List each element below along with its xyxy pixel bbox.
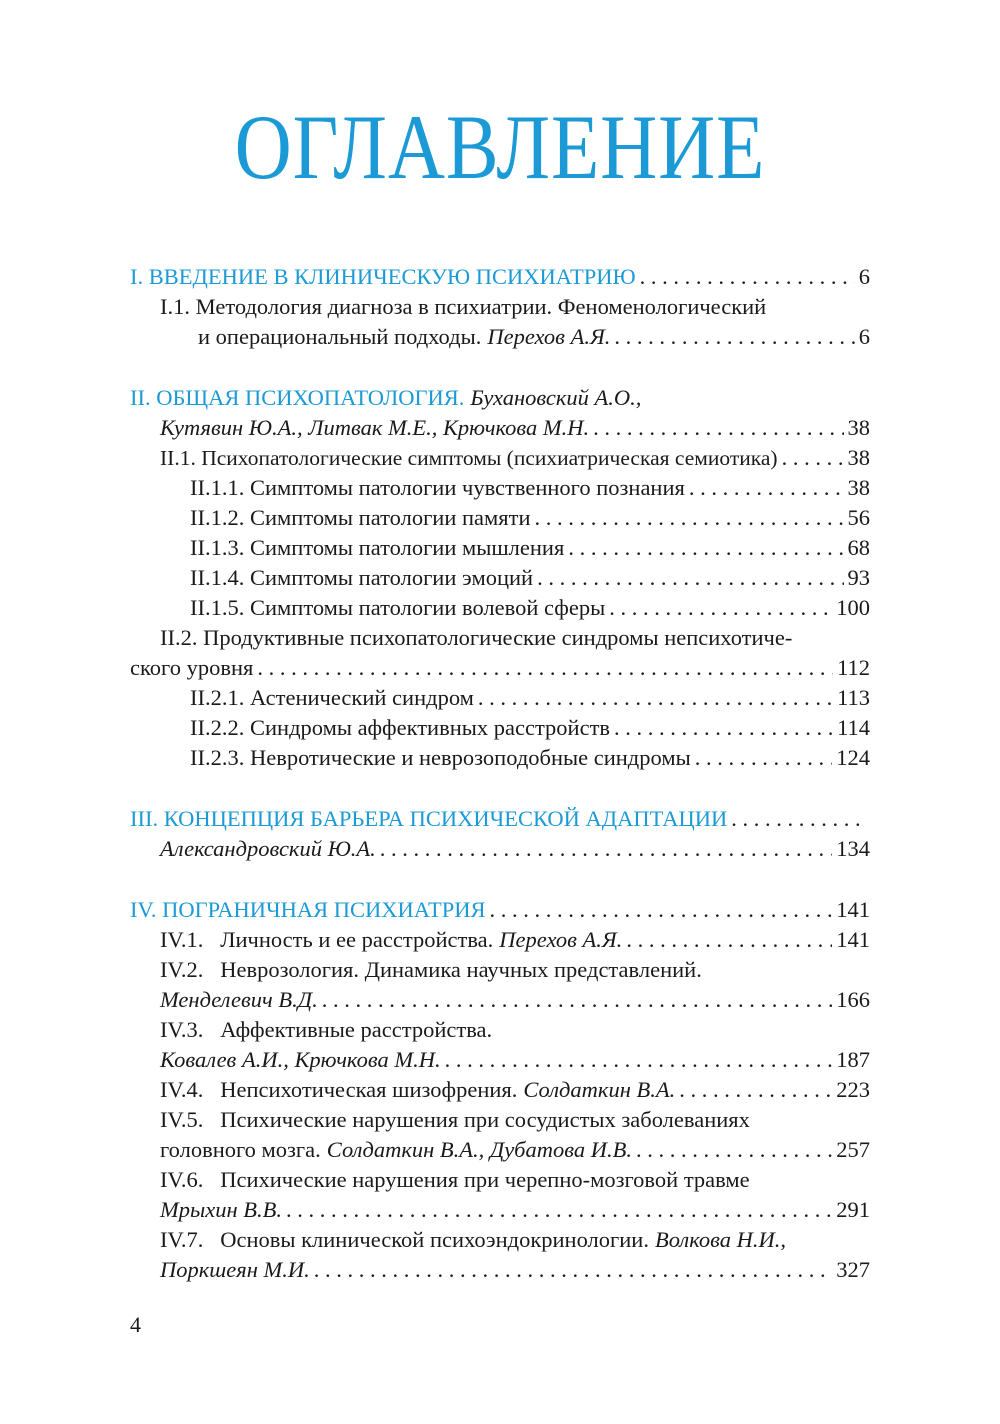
toc-page: 327	[836, 1257, 870, 1282]
section-gap	[130, 773, 870, 804]
toc-page: 56	[847, 505, 870, 530]
toc-entry-4-1[interactable]	[130, 925, 870, 955]
toc-heading: II. ОБЩАЯ ПСИХОПАТОЛОГИЯ.	[130, 385, 465, 410]
page-number: 4	[130, 1312, 141, 1337]
toc-entry-2-1-4[interactable]	[130, 563, 870, 593]
toc-entry-author: Бухановский А.О.,	[470, 385, 642, 410]
toc-entry-4-5-cont[interactable]	[130, 1135, 870, 1165]
toc-entry-2-1[interactable]	[130, 443, 870, 473]
leader-dots	[286, 1195, 832, 1225]
leader-dots	[782, 443, 844, 473]
table-of-contents	[130, 262, 870, 1285]
toc-entry-section-2-authors[interactable]	[130, 413, 870, 443]
toc-page: 6	[858, 264, 870, 289]
toc-entry-title: II.1.5. Симптомы патологии волевой сферы	[190, 595, 606, 620]
toc-entry-4-6-author[interactable]	[130, 1195, 870, 1225]
toc-entry-title: IV.6. Психические нарушения при черепно-мозговой травме	[160, 1167, 750, 1192]
toc-page: 112	[837, 655, 870, 680]
toc-entry-title: II.2.1. Астенический синдром	[190, 685, 474, 710]
toc-entry-2-2[interactable]	[130, 623, 870, 653]
toc-page: 124	[836, 745, 870, 770]
toc-entry-title: IV.1. Личность и ее расстройства.	[160, 927, 494, 952]
toc-entry-4-3-author[interactable]	[130, 1045, 870, 1075]
toc-heading: IV. ПОГРАНИЧНАЯ ПСИХИАТРИЯ	[130, 897, 486, 922]
leader-dots	[537, 563, 843, 593]
toc-entry-title: IV.5. Психические нарушения при сосудистых заболеваниях	[160, 1107, 750, 1132]
toc-entry-title: II.1.1. Симптомы патологии чувственного познания	[190, 475, 685, 500]
toc-entry-title: II.1. Психопатологические симптомы (психиатрическая семиотика)	[160, 446, 778, 470]
toc-entry-2-2-3[interactable]	[130, 743, 870, 773]
leader-dots	[614, 322, 854, 352]
section-gap	[130, 864, 870, 895]
toc-entry-author: Ковалев А.И., Крючкова М.Н.	[160, 1047, 441, 1072]
toc-entry-author: Солдаткин В.А., Дубатова И.В.	[326, 1137, 632, 1162]
leader-dots	[490, 895, 833, 925]
toc-page: 38	[847, 475, 870, 500]
toc-heading: III. КОНЦЕПЦИЯ БАРЬЕРА ПСИХИЧЕСКОЙ АДАПТАЦИИ	[130, 806, 728, 831]
leader-dots	[695, 743, 833, 773]
toc-page: 93	[847, 565, 870, 590]
toc-entry-author: Перехов А.Я.	[499, 927, 623, 952]
leader-dots	[689, 473, 844, 503]
toc-entry-author: Мрыхин В.В.	[160, 1197, 282, 1222]
toc-entry-section-1[interactable]	[130, 262, 870, 292]
toc-entry-2-1-3[interactable]	[130, 533, 870, 563]
toc-entry-1-1-cont[interactable]	[130, 322, 870, 352]
toc-entry-title: ского уровня	[130, 655, 254, 680]
leader-dots	[478, 683, 833, 713]
toc-entry-2-2-cont[interactable]	[130, 653, 870, 683]
toc-entry-title: и операциональный подходы.	[198, 324, 482, 349]
leader-dots	[731, 804, 866, 834]
toc-entry-4-2[interactable]	[130, 955, 870, 985]
toc-page: 291	[836, 1197, 870, 1222]
toc-entry-author: Кутявин Ю.А., Литвак М.Е., Крючкова М.Н.	[160, 415, 590, 440]
toc-entry-title: II.1.2. Симптомы патологии памяти	[190, 505, 531, 530]
toc-page: 223	[836, 1077, 870, 1102]
toc-entry-author: Александровский Ю.А.	[160, 836, 376, 861]
toc-entry-title: II.2.2. Синдромы аффективных расстройств	[190, 715, 611, 740]
toc-entry-2-1-1[interactable]	[130, 473, 870, 503]
toc-entry-author: Солдаткин В.А.	[523, 1077, 676, 1102]
toc-page: 257	[836, 1137, 870, 1162]
toc-page: 141	[836, 927, 870, 952]
toc-entry-section-2[interactable]	[130, 383, 870, 413]
toc-entry-title: II.1.3. Симптомы патологии мышления	[190, 535, 565, 560]
toc-entry-title: головного мозга.	[160, 1137, 321, 1162]
leader-dots	[568, 533, 843, 563]
toc-page: 166	[836, 987, 870, 1012]
toc-page: 38	[847, 415, 870, 440]
leader-dots	[614, 713, 833, 743]
leader-dots	[314, 1255, 833, 1285]
toc-page: 113	[837, 685, 870, 710]
toc-entry-author: Волкова Н.И.,	[654, 1227, 786, 1252]
toc-entry-section-3[interactable]	[130, 804, 870, 834]
toc-entry-4-7[interactable]	[130, 1225, 870, 1255]
toc-page: 68	[847, 535, 870, 560]
leader-dots	[640, 262, 855, 292]
toc-page: 6	[858, 324, 870, 349]
toc-entry-4-3[interactable]	[130, 1015, 870, 1045]
page-title: ОГЛАВЛЕНИЕ	[234, 96, 766, 198]
toc-page: 187	[836, 1047, 870, 1072]
toc-entry-title: II.1.4. Симптомы патологии эмоций	[190, 565, 534, 590]
toc-page: 114	[837, 715, 870, 740]
toc-entry-4-7-author[interactable]	[130, 1255, 870, 1285]
leader-dots	[593, 413, 843, 443]
toc-page: 141	[836, 897, 870, 922]
toc-entry-title: IV.3. Аффективные расстройства.	[160, 1017, 493, 1042]
toc-page: 100	[836, 595, 870, 620]
leader-dots	[609, 593, 832, 623]
toc-page: 38	[847, 445, 870, 470]
toc-entry-title: IV.7. Основы клинической психоэндокринологии.	[160, 1227, 649, 1252]
toc-entry-title: II.2.3. Невротические и неврозоподобные синдромы	[190, 745, 691, 770]
leader-dots	[679, 1075, 832, 1105]
toc-entry-title: II.2. Продуктивные психопатологические синдромы непсихотиче-	[160, 625, 793, 650]
toc-entry-4-6[interactable]	[130, 1165, 870, 1195]
toc-entry-section-3-author[interactable]	[130, 834, 870, 864]
leader-dots	[535, 503, 844, 533]
toc-entry-4-2-author[interactable]	[130, 985, 870, 1015]
toc-entry-4-5[interactable]	[130, 1105, 870, 1135]
leader-dots	[636, 1135, 832, 1165]
leader-dots	[257, 653, 833, 683]
leader-dots	[445, 1045, 833, 1075]
toc-entry-2-1-2[interactable]	[130, 503, 870, 533]
toc-entry-section-4[interactable]	[130, 895, 870, 925]
leader-dots	[322, 985, 833, 1015]
toc-entry-2-2-1[interactable]	[130, 683, 870, 713]
toc-entry-4-4[interactable]	[130, 1075, 870, 1105]
leader-dots	[626, 925, 832, 955]
toc-entry-author: Перехов А.Я.	[487, 324, 611, 349]
toc-entry-author: Менделевич В.Д.	[160, 987, 318, 1012]
toc-entry-title: IV.2. Неврозология. Динамика научных представлений.	[160, 957, 702, 982]
toc-entry-2-1-5[interactable]	[130, 593, 870, 623]
section-gap	[130, 352, 870, 383]
toc-entry-title: IV.4. Непсихотическая шизофрения.	[160, 1077, 518, 1102]
toc-page: 134	[836, 836, 870, 861]
leader-dots	[380, 834, 832, 864]
toc-entry-title: I.1. Методология диагноза в психиатрии. Феноменологический	[160, 294, 767, 319]
toc-heading: I. ВВЕДЕНИЕ В КЛИНИЧЕСКУЮ ПСИХИАТРИЮ	[130, 264, 636, 289]
toc-entry-1-1[interactable]	[130, 292, 870, 322]
toc-entry-author: Поркшеян М.И.	[160, 1257, 310, 1282]
toc-entry-2-2-2[interactable]	[130, 713, 870, 743]
